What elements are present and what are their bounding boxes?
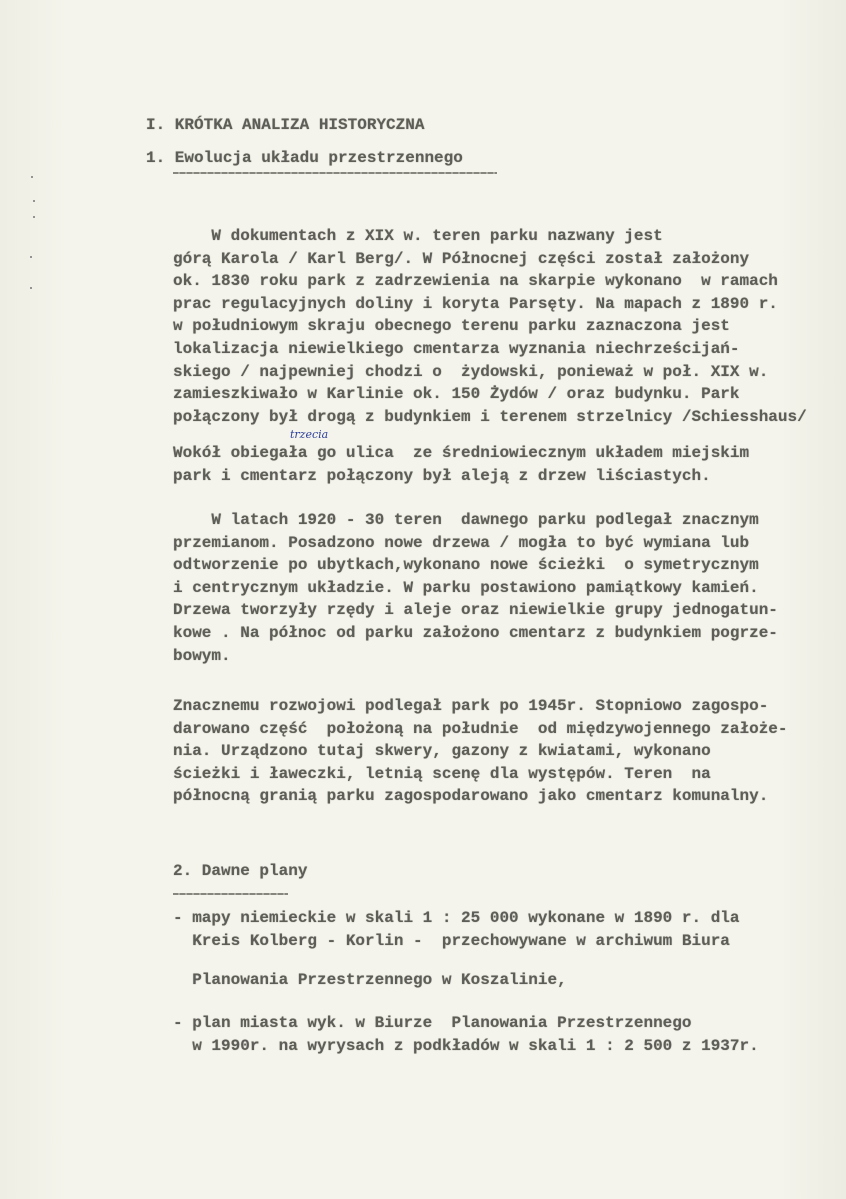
text-line: przemianom. Posadzono nowe drzewa / mogła to być wymiana lub [173,533,750,552]
paragraph-3 [173,695,788,808]
plan-item-2 [173,1012,759,1057]
text-line: ok. 1830 roku park z zadrzewienia na skarpie wykonano w ramach [173,272,778,291]
text-line: kowe . Na północ od parku założono cmentarz z budynkiem pogrze- [173,623,778,642]
text-line: w 1990r. na wyrysach z podkładów w skali 1 : 2 500 z 1937r. [173,1036,759,1055]
punch-mark [30,287,32,289]
plan-item-1-continuation: Planowania Przestrzennego w Koszalinie, [173,971,567,989]
section-1-underline [173,172,497,174]
punch-mark [31,176,33,178]
text-line: - plan miasta wyk. w Biurze Planowania Przestrzennego [173,1014,692,1032]
text-line: połączony był drogą z budynkiem i terenem strzelnicy /Schiesshaus/ [173,407,807,426]
text-line: park i cmentarz połączony był aleją z drzew liściastych. [173,466,711,485]
text-line: w południowym skraju obecnego terenu parku zaznaczona jest [173,317,730,336]
text-line: Drzewa tworzyły rzędy i aleje oraz niewielkie grupy jednogatun- [173,601,778,620]
text-line: Wokół obiegała go ulica ze średniowiecznym układem miejskim [173,444,750,463]
punch-mark [33,200,35,202]
text-line: zamieszkiwało w Karlinie ok. 150 Żydów / oraz budynku. Park [173,385,740,404]
punch-mark [30,256,32,258]
text-line: górą Karola / Karl Berg/. W Północnej części został założony [173,249,750,268]
paragraph-2 [173,509,778,667]
text-line: Kreis Kolberg - Korlin - przechowywane w archiwum Biura [173,931,730,950]
text-line: odtworzenie po ubytkach,wykonano nowe ścieżki o symetrycznym [173,556,759,575]
text-line: skiego / najpewniej chodzi o żydowski, ponieważ w poł. XIX w. [173,362,769,381]
section-1-title: 1. Ewolucja układu przestrzennego [146,149,463,167]
text-line: północną granią parku zagospodarowano jako cmentarz komunalny. [173,787,769,806]
section-2-title: 2. Dawne plany [173,862,308,880]
handwritten-note: trzecia [290,428,329,441]
punch-mark [33,216,35,218]
text-line: lokalizacja niewielkiego cmentarza wyznania niechrześcijań- [173,339,740,358]
plan-item-1 [173,907,740,952]
text-line: - mapy niemieckie w skali 1 : 25 000 wykonane w 1890 r. dla [173,909,740,927]
text-line: Znacznemu rozwojowi podlegał park po 1945r. Stopniowo zagospo- [173,697,769,715]
text-line: ścieżki i ławeczki, letnią scenę dla występów. Teren na [173,764,711,783]
text-line: W dokumentach z XIX w. teren parku nazwany jest [173,227,663,245]
document-heading: I. KRÓTKA ANALIZA HISTORYCZNA [146,116,425,134]
text-line: nia. Urządzono tutaj skwery, gazony z kwiatami, wykonano [173,742,711,761]
section-2-underline [173,893,288,895]
paragraph-1 [173,225,807,488]
text-line: bowym. [173,646,231,665]
text-line: prac regulacyjnych doliny i koryta Parsęty. Na mapach z 1890 r. [173,294,778,313]
text-line: darowano część położoną na południe od międzywojennego założe- [173,719,788,738]
text-line: W latach 1920 - 30 teren dawnego parku podlegał znacznym [173,511,759,529]
text-line: i centrycznym układzie. W parku postawiono pamiątkowy kamień. [173,578,759,597]
